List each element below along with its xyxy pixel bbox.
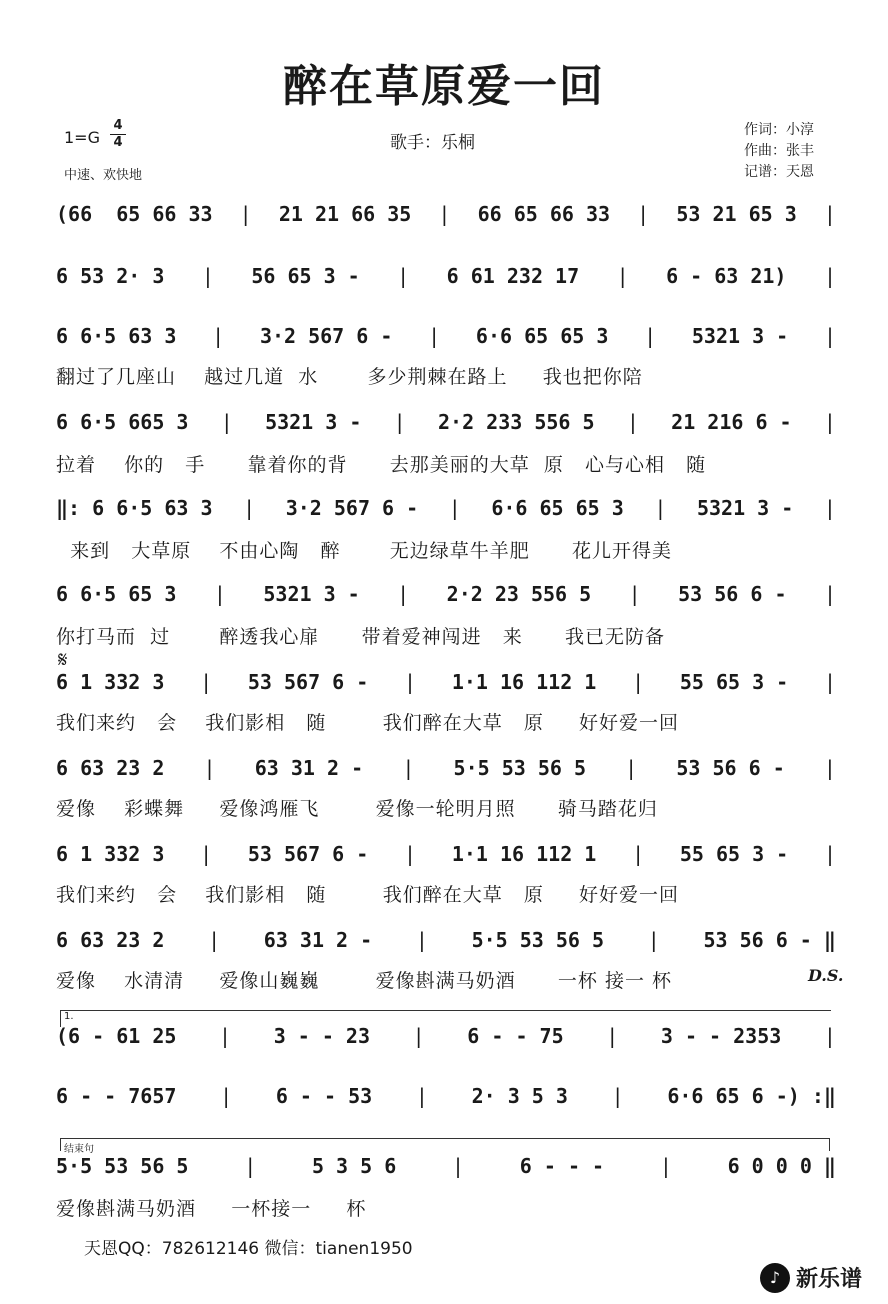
- score-row-3: [56, 324, 836, 348]
- measure: 5321 3 -: [691, 324, 789, 348]
- score-row-10: [56, 928, 836, 952]
- barline: |: [626, 410, 639, 434]
- measure: 5321 3 -: [696, 496, 794, 520]
- measure: 6 6·5 665 3: [56, 410, 189, 434]
- tempo-marking: 中速、欢快地: [64, 168, 143, 183]
- composer: 作曲：张丰: [744, 143, 814, 159]
- measure: 53 56 6 - ‖: [703, 928, 836, 952]
- barline: |: [438, 202, 451, 226]
- measure: 6 - - -: [519, 1154, 605, 1178]
- measure: 5321 3 -: [263, 582, 360, 606]
- score-row-2: [56, 264, 836, 288]
- score-row-4: [56, 410, 836, 434]
- score-row-6: [56, 582, 836, 606]
- measure: 3 - - 23: [273, 1024, 371, 1048]
- barline: |: [239, 202, 252, 226]
- barline: |: [823, 202, 836, 226]
- barline: |: [659, 1154, 672, 1178]
- measure: 6 - 63 21): [666, 264, 787, 288]
- measure: 6 53 2· 3: [56, 264, 165, 288]
- barline: |: [244, 1154, 257, 1178]
- barline: |: [823, 324, 836, 348]
- measure: 3·2 567 6 -: [285, 496, 419, 520]
- barline: |: [647, 928, 660, 952]
- barline: |: [632, 670, 645, 694]
- measure: 66 65 66 33: [477, 202, 611, 226]
- measure: 53 56 6 -: [678, 582, 787, 606]
- measure: 2·2 233 556 5: [438, 410, 595, 434]
- singer: 歌手：乐桐: [390, 133, 475, 153]
- lyrics-row-4: 拉着 你的 手 靠着你的背 去那美丽的大草 原 心与心相 随: [56, 454, 707, 476]
- measure: 1·1 16 112 1: [451, 670, 597, 694]
- meter-bottom: 4: [110, 134, 126, 151]
- measure: 53 567 6 -: [247, 670, 369, 694]
- measure: 3·2 567 6 -: [259, 324, 393, 348]
- lyrics-row-8: 爱像 彩蝶舞 爱像鸿雁飞 爱像一轮明月照 骑马踏花归: [56, 798, 658, 820]
- score-row-1: [56, 202, 836, 226]
- measure: 6 - - 75: [467, 1024, 564, 1048]
- barline: |: [632, 842, 645, 866]
- barline: |: [208, 928, 221, 952]
- barline: |: [611, 1084, 624, 1108]
- key-signature: 1=G: [64, 128, 100, 147]
- barline: |: [415, 928, 428, 952]
- barline: |: [616, 264, 629, 288]
- lyrics-row-7: 我们来约 会 我们影相 随 我们醉在大草 原 好好爱一回: [56, 712, 680, 734]
- measure: 21 216 6 -: [671, 410, 792, 434]
- barline: |: [220, 410, 233, 434]
- score-row-8: [56, 756, 836, 780]
- barline: |: [203, 756, 216, 780]
- barline: |: [606, 1024, 619, 1048]
- measure: 5·5 53 56 5: [56, 1154, 189, 1178]
- barline: |: [220, 1084, 233, 1108]
- meter-top: 4: [113, 118, 123, 133]
- measure: 6·6 65 6 -) :‖: [667, 1084, 836, 1108]
- score-row-13: [56, 1154, 836, 1178]
- measure: 6 61 232 17: [446, 264, 580, 288]
- measure: ‖: 6 6·5 63 3: [56, 496, 213, 520]
- music-disc-icon: ♪: [760, 1263, 790, 1293]
- barline: |: [823, 582, 836, 606]
- transcriber: 记谱：天恩: [744, 164, 814, 180]
- score-row-5: [56, 496, 836, 520]
- measure: 6·6 65 65 3: [491, 496, 624, 520]
- measure: 53 21 65 3: [676, 202, 797, 226]
- segno-icon: 𝄋: [58, 648, 68, 673]
- ending-bracket: [60, 1138, 830, 1151]
- barline: |: [448, 496, 461, 520]
- barline: |: [644, 324, 657, 348]
- site-logo: [760, 1262, 862, 1293]
- measure: 5·5 53 56 5: [471, 928, 605, 952]
- lyrics-row-6: 你打马而 过 醉透我心扉 带着爱神闯进 来 我已无防备: [56, 626, 665, 648]
- lyrics-row-10: 爱像 水清清 爱像山巍巍 爱像斟满马奶酒 一杯 接一 杯: [56, 970, 672, 992]
- song-title: 醉在草原爱一回: [283, 61, 605, 112]
- measure: (6 - 61 25: [56, 1024, 177, 1048]
- measure: 5 3 5 6: [311, 1154, 397, 1178]
- barline: |: [397, 264, 410, 288]
- measure: 6 6·5 63 3: [56, 324, 177, 348]
- measure: 2· 3 5 3: [471, 1084, 568, 1108]
- score-row-11: [56, 1024, 836, 1048]
- barline: |: [393, 410, 406, 434]
- barline: |: [823, 264, 836, 288]
- measure: 53 56 6 -: [676, 756, 785, 780]
- barline: |: [823, 842, 836, 866]
- dal-segno-marking: D.S.: [808, 966, 844, 985]
- measure: 3 - - 2353: [660, 1024, 782, 1048]
- measure: 55 65 3 -: [679, 670, 789, 694]
- measure: 6 6·5 65 3: [56, 582, 177, 606]
- measure: 5·5 53 56 5: [453, 756, 586, 780]
- barline: |: [428, 324, 441, 348]
- barline: |: [823, 496, 836, 520]
- barline: |: [625, 756, 638, 780]
- barline: |: [452, 1154, 465, 1178]
- measure: 6 1 332 3: [56, 842, 165, 866]
- time-signature: [110, 118, 126, 151]
- measure: 63 31 2 -: [254, 756, 364, 780]
- measure: 5321 3 -: [265, 410, 362, 434]
- barline: |: [823, 1024, 836, 1048]
- barline: |: [654, 496, 667, 520]
- barline: |: [637, 202, 650, 226]
- measure: 1·1 16 112 1: [451, 842, 597, 866]
- score-row-9: [56, 842, 836, 866]
- logo-text: 新乐谱: [796, 1267, 863, 1292]
- lyrics-row-13: 爱像斟满马奶酒 一杯接一 杯: [56, 1198, 367, 1220]
- barline: |: [219, 1024, 232, 1048]
- measure: 6 63 23 2: [56, 756, 165, 780]
- measure: 63 31 2 -: [263, 928, 373, 952]
- measure: 55 65 3 -: [679, 842, 789, 866]
- barline: |: [212, 324, 225, 348]
- barline: |: [415, 1084, 428, 1108]
- measure: (66 65 66 33: [56, 202, 213, 226]
- measure: 6·6 65 65 3: [475, 324, 609, 348]
- measure: 6 - - 53: [275, 1084, 373, 1108]
- barline: |: [823, 410, 836, 434]
- barline: |: [404, 670, 417, 694]
- barline: |: [404, 842, 417, 866]
- lyrics-row-3: 翻过了几座山 越过几道 水 多少荆棘在路上 我也把你陪: [56, 366, 643, 388]
- lyrics-row-9: 我们来约 会 我们影相 随 我们醉在大草 原 好好爱一回: [56, 884, 680, 906]
- score-row-7: [56, 670, 836, 694]
- score-row-12: [56, 1084, 836, 1108]
- measure: 53 567 6 -: [247, 842, 369, 866]
- measure: 6 - - 7657: [56, 1084, 177, 1108]
- measure: 6 63 23 2: [56, 928, 165, 952]
- lyrics-row-5: 来到 大草原 不由心陶 醉 无边绿草牛羊肥 花儿开得美: [56, 540, 672, 562]
- measure: 6 1 332 3: [56, 670, 165, 694]
- barline: |: [823, 670, 836, 694]
- lyricist: 作词：小淳: [744, 122, 814, 138]
- barline: |: [200, 842, 213, 866]
- measure: 6 0 0 0 ‖: [727, 1154, 836, 1178]
- barline: |: [243, 496, 256, 520]
- barline: |: [397, 582, 410, 606]
- barline: |: [628, 582, 641, 606]
- credits: [744, 120, 814, 183]
- barline: |: [823, 756, 836, 780]
- measure: 2·2 23 556 5: [446, 582, 592, 606]
- barline: |: [412, 1024, 425, 1048]
- measure: 56 65 3 -: [251, 264, 360, 288]
- contact-footer: 天恩QQ：782612146 微信：tianen1950: [84, 1239, 413, 1259]
- barline: |: [402, 756, 415, 780]
- barline: |: [201, 264, 214, 288]
- barline: |: [213, 582, 226, 606]
- measure: 21 21 66 35: [278, 202, 412, 226]
- barline: |: [200, 670, 213, 694]
- first-ending-label: 1.: [64, 1011, 74, 1022]
- ending-label: 结束句: [64, 1144, 94, 1155]
